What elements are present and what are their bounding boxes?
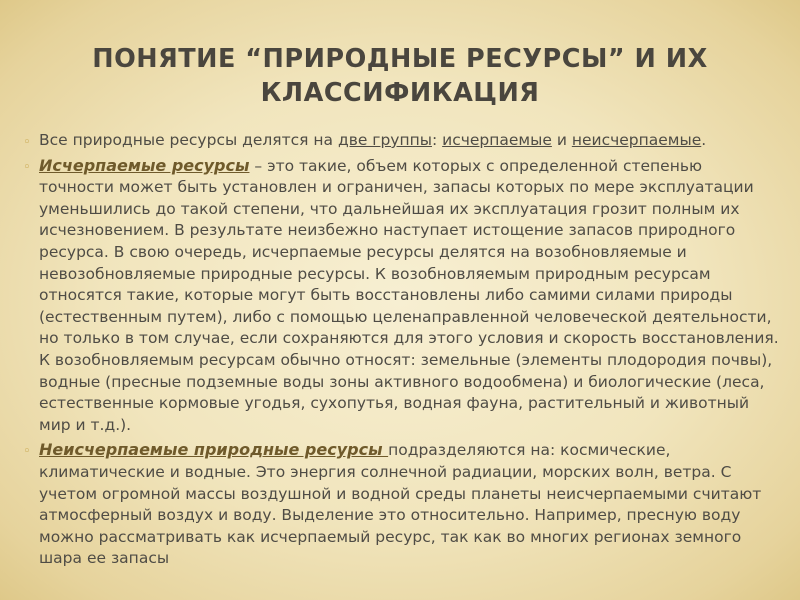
bullet-marker-icon: ◦ — [23, 444, 31, 460]
bullet-text: Все природные ресурсы делятся на — [39, 131, 338, 149]
bullet-text: : — [431, 131, 443, 149]
bullet-text: . — [701, 131, 707, 149]
bullet-marker-icon: ◦ — [23, 159, 31, 175]
bullet-marker-icon: ◦ — [23, 135, 31, 150]
groups-link[interactable]: две группы — [337, 131, 432, 149]
slide-title-line-1: ПОНЯТИЕ “ПРИРОДНЫЕ РЕСУРСЫ” И ИХ — [92, 44, 708, 74]
slide-title — [40, 42, 760, 110]
slide-title-line-2: КЛАССИФИКАЦИЯ — [260, 78, 540, 108]
bullet-text: и — [551, 131, 572, 149]
bullet-body: подразделяются на: космические, климатические и водные. Это энергия солнечной радиации, морских волн, ветра. С учетом огромной массы воздушной и водной среды планеты неисчерпаемыми считают атмосферный воздух и воду. Выделение это относительно. Например, пресную воду можно рассматривать как исчерпаемый ресурс, так как во многих регионах земного шара ее запасы — [39, 441, 762, 568]
bullet-item — [20, 439, 780, 570]
bullet-item — [20, 155, 780, 437]
slide-content — [20, 130, 780, 573]
term-exhaustible-resources: Исчерпаемые ресурсы — [39, 155, 250, 175]
bullet-item — [20, 130, 780, 152]
inexhaustible-link[interactable]: неисчерпаемые — [571, 131, 702, 149]
term-inexhaustible-resources: Неисчерпаемые природные ресурсы — [39, 440, 389, 460]
exhaustible-link[interactable]: исчерпаемые — [442, 131, 552, 149]
bullet-body: – это такие, объем которых с определенной степенью точности может быть установлен и ограничен, запасы которых по мере эксплуатации уменьшились до такой степени, что дальнейшая их эксплуатация грозит полным их исчезновением. В результате неизбежно наступает истощение запасов природного ресурса. В свою очередь, исчерпаемые ресурсы делятся на возобновляемые и невозобновляемые природные ресурсы. К возобновляемым природным ресурсам относятся такие, которые могут быть восстановлены либо самими силами природы (естественным путем), либо с помощью целенаправленной человеческой деятельности, но только в том случае, если сохраняются для этого условия и скорость восстановления. К возобновляемым ресурсам обычно относят: земельные (элементы плодородия почвы), водные (пресные подземные воды зоны активного водообмена) и биологические (леса, естественные кормовые угодья, сухопутья, водная фауна, растительный и животный мир и т.д.). — [39, 156, 779, 434]
